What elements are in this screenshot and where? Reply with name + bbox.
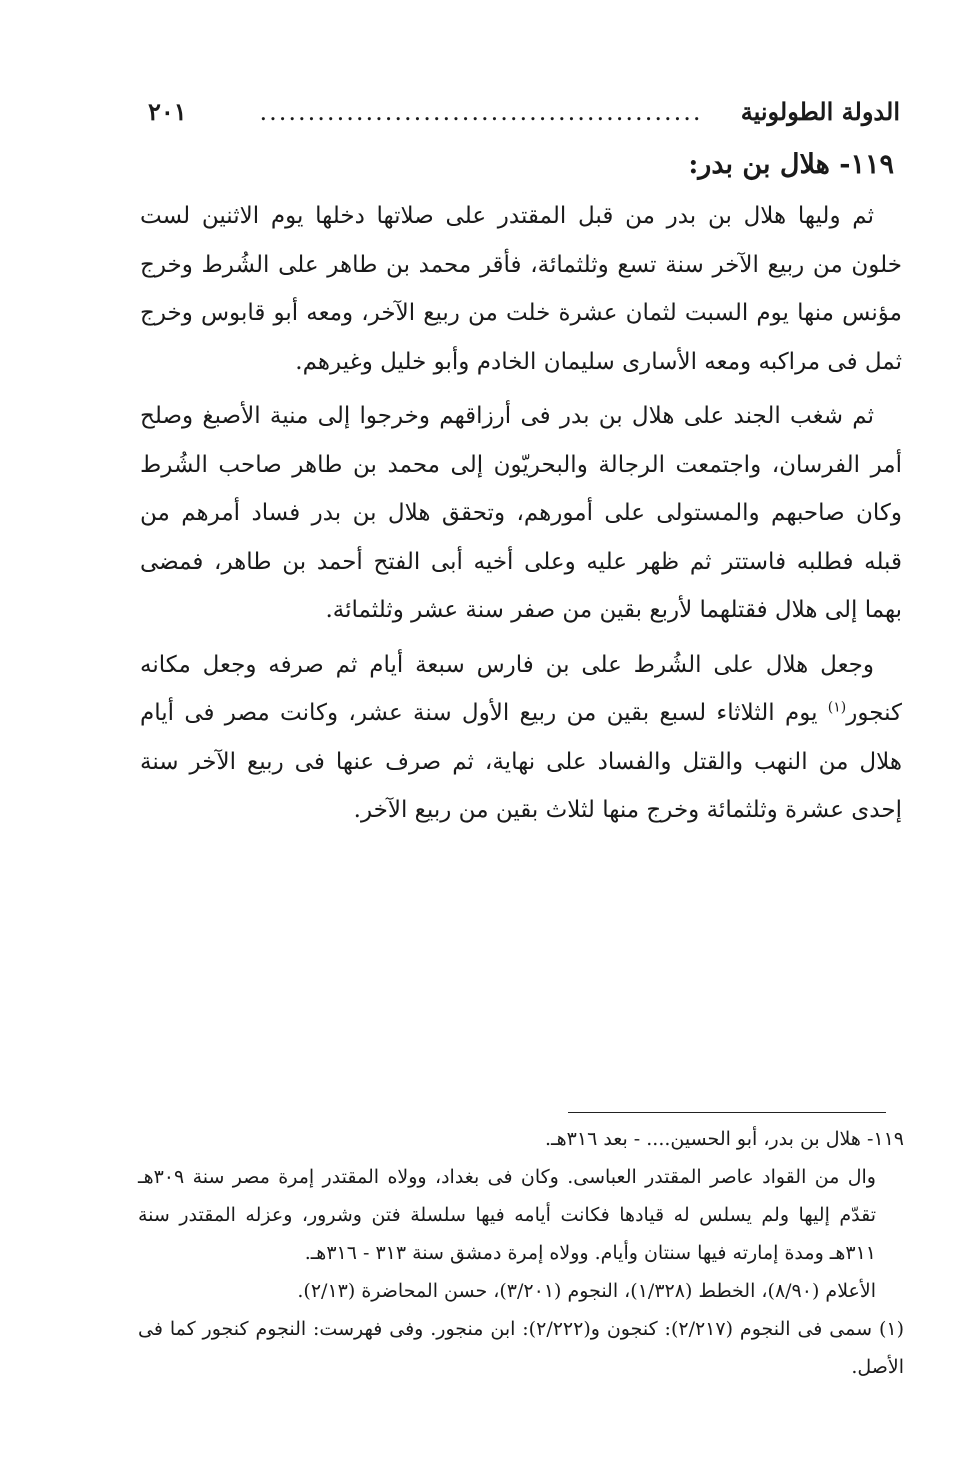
footnote-bio-text: وال من القواد عاصر المقتدر العباسى. وكان فى بغداد، وولاه المقتدر إمرة مصر سنة ٣٠٩هـ تقدّم إليها ولم يسلس له قيادها فكانت أيامه فيها سلسلة فتن وشرور، وعزله المقتدر سنة ٣١١هـ ومدة إمارته فيها سنتان وأيام. وولاه إمرة دمشق سنة ٣١٣ - ٣١٦هـ. (138, 1166, 876, 1264)
running-header (140, 92, 900, 132)
footnote-divider (568, 1112, 886, 1113)
footnote-bio-heading: ١١٩- هلال بن بدر، أبو الحسين.... - بعد ٣١٦هـ. (545, 1128, 904, 1150)
footnotes (138, 1120, 904, 1386)
running-title: الدولة الطولونية (740, 97, 900, 126)
paragraph-text: يوم الثلاثاء لسبع بقين من ربيع الأول سنة عشر، وكانت مصر فى أيام هلال من النهب والقتل والفساد على نهاية، ثم صرف عنها فى ربيع الآخر سنة إحدى عشرة وثلثمائة وخرج منها لثلاث بقين من ربيع الآخر. (140, 700, 902, 823)
leader-dots: .............................................. (259, 98, 703, 126)
paragraph-text: وجعل هلال على الشُرط على بن فارس سبعة أيام ثم صرفه وجعل مكانه كنجور (140, 651, 902, 726)
main-text (140, 192, 902, 841)
footnote-1: (١) سمى فى النجوم (٢/٢١٧): كنجون و(٢/٢٢٢): ابن منجور. وفى فهرست: النجوم كنجور كما فى الأصل. (138, 1318, 904, 1378)
page-number: ٢٠١ (148, 97, 187, 126)
paragraph: ثم شغب الجند على هلال بن بدر فى أرزاقهم وخرجوا إلى منية الأصبغ وصلح أمر الفرسان، واجتمعت الرجالة والبحريّون إلى محمد بن طاهر صاحب الشُرط وكان صاحبهم والمستولى على أمورهم، وتحقق هلال بن بدر فساد أمرهم من قبله فطلبه فاستتر ثم ظهر عليه وعلى أخيه أبى الفتح أحمد بن طاهر، فمضى بهما إلى هلال فقتلهما لأربع بقين من صفر سنة عشر وثلثمائة. (140, 403, 902, 623)
paragraph (140, 641, 902, 835)
footnote-reference: (١) (827, 699, 847, 716)
section-heading: ١١٩- هلال بن بدر: (688, 149, 894, 180)
footnote-bio-sources: الأعلام (٨/٩٠)، الخطط (١/٣٢٨)، النجوم (٣/٢٠١)، حسن المحاضرة (٢/١٣). (297, 1280, 876, 1302)
paragraph: ثم وليها هلال بن بدر من قبل المقتدر على صلاتها دخلها يوم الاثنين لست خلون من ربيع الآخر سنة تسع وثلثمائة، فأقر محمد بن طاهر على الشُرط وخرج مؤنس منها يوم السبت لثمان عشرة خلت من ربيع الآخر، ومعه أبو قابوس وخرج ثمل فى مراكبه ومعه الأسارى سليمان الخادم وأبو خليل وغيرهم. (140, 203, 902, 375)
